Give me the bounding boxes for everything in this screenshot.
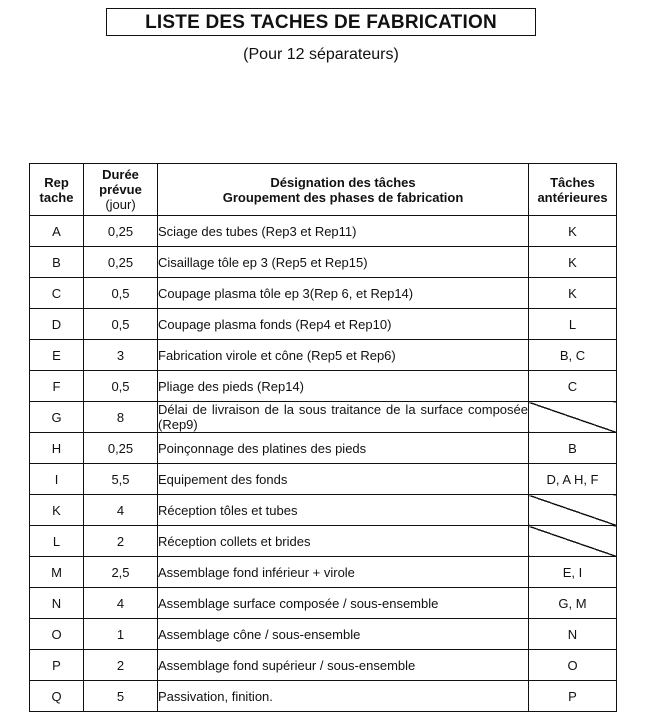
anterieures-cell: C [529,371,617,402]
rep-cell: K [30,495,84,526]
table-row [30,650,617,681]
rep-cell: B [30,247,84,278]
anterieures-cell-none [529,495,617,526]
header-designation-line1: Désignation des tâches [270,174,416,190]
header-anterieures [529,164,617,216]
rep-cell: O [30,619,84,650]
duree-cell: 2 [84,526,158,557]
designation-cell: Fabrication virole et cône (Rep5 et Rep6) [158,340,529,371]
table-header-row [30,164,617,216]
designation-cell: Assemblage cône / sous-ensemble [158,619,529,650]
designation-cell: Coupage plasma fonds (Rep4 et Rep10) [158,309,529,340]
anterieures-cell: K [529,247,617,278]
header-duree-line1: Durée [102,167,139,182]
anterieures-cell: N [529,619,617,650]
anterieures-cell-none [529,526,617,557]
table-row [30,309,617,340]
designation-cell: Assemblage fond inférieur + virole [158,557,529,588]
rep-cell: F [30,371,84,402]
anterieures-cell: O [529,650,617,681]
designation-cell: Réception collets et brides [158,526,529,557]
duree-cell: 5 [84,681,158,712]
table-row [30,216,617,247]
designation-cell: Délai de livraison de la sous traitance de la surface composée (Rep9) [158,402,528,432]
designation-cell: Assemblage fond supérieur / sous-ensemble [158,650,529,681]
rep-cell: Q [30,681,84,712]
table-row [30,247,617,278]
table-row [30,433,617,464]
designation-cell: Poinçonnage des platines des pieds [158,433,529,464]
header-designation [158,164,529,216]
duree-cell: 0,25 [84,216,158,247]
designation-cell: Equipement des fonds [158,464,529,495]
rep-cell: A [30,216,84,247]
rep-cell: D [30,309,84,340]
designation-cell: Pliage des pieds (Rep14) [158,371,529,402]
anterieures-cell: P [529,681,617,712]
duree-cell: 0,5 [84,371,158,402]
duree-cell: 2,5 [84,557,158,588]
duree-cell: 4 [84,588,158,619]
header-duree-line3: (jour) [105,197,136,212]
rep-cell: N [30,588,84,619]
header-duree [84,164,158,216]
table-row [30,681,617,712]
table-row [30,402,617,433]
table-row [30,557,617,588]
rep-cell: L [30,526,84,557]
table-row [30,588,617,619]
rep-cell: E [30,340,84,371]
duree-cell: 4 [84,495,158,526]
anterieures-cell: K [529,278,617,309]
anterieures-cell-none [529,402,617,433]
anterieures-cell: L [529,309,617,340]
rep-cell: P [30,650,84,681]
header-designation-line2: Groupement des phases de fabrication [222,189,464,205]
header-rep-line2: tache [39,189,74,205]
document-subtitle: (Pour 12 séparateurs) [243,46,399,63]
duree-cell: 0,25 [84,433,158,464]
table-row [30,526,617,557]
rep-cell: C [30,278,84,309]
duree-cell: 3 [84,340,158,371]
task-table [29,163,617,712]
table-row [30,371,617,402]
header-rep-line1: Rep [44,174,69,190]
anterieures-cell: D, A H, F [529,464,617,495]
duree-cell: 1 [84,619,158,650]
anterieures-cell: G, M [529,588,617,619]
rep-cell: H [30,433,84,464]
designation-cell: Réception tôles et tubes [158,495,529,526]
duree-cell: 0,5 [84,309,158,340]
table-row [30,619,617,650]
header-anterieures-line1: Tâches [550,174,595,190]
duree-cell: 0,5 [84,278,158,309]
duree-cell: 2 [84,650,158,681]
anterieures-cell: B, C [529,340,617,371]
designation-cell: Cisaillage tôle ep 3 (Rep5 et Rep15) [158,247,529,278]
anterieures-cell: K [529,216,617,247]
table-row [30,340,617,371]
table-row [30,495,617,526]
duree-cell: 5,5 [84,464,158,495]
duree-cell: 8 [84,402,158,433]
designation-cell: Assemblage surface composée / sous-ensemble [158,588,529,619]
rep-cell: G [30,402,84,433]
designation-cell: Passivation, finition. [158,681,529,712]
rep-cell: I [30,464,84,495]
header-rep [30,164,84,216]
designation-cell: Sciage des tubes (Rep3 et Rep11) [158,216,529,247]
anterieures-cell: B [529,433,617,464]
duree-cell: 0,25 [84,247,158,278]
header-anterieures-line2: antérieures [537,189,608,205]
header-duree-line2: prévue [99,182,142,197]
anterieures-cell: E, I [529,557,617,588]
designation-cell: Coupage plasma tôle ep 3(Rep 6, et Rep14) [158,278,529,309]
rep-cell: M [30,557,84,588]
document-title: LISTE DES TACHES DE FABRICATION [106,8,536,36]
table-row [30,464,617,495]
table-row [30,278,617,309]
